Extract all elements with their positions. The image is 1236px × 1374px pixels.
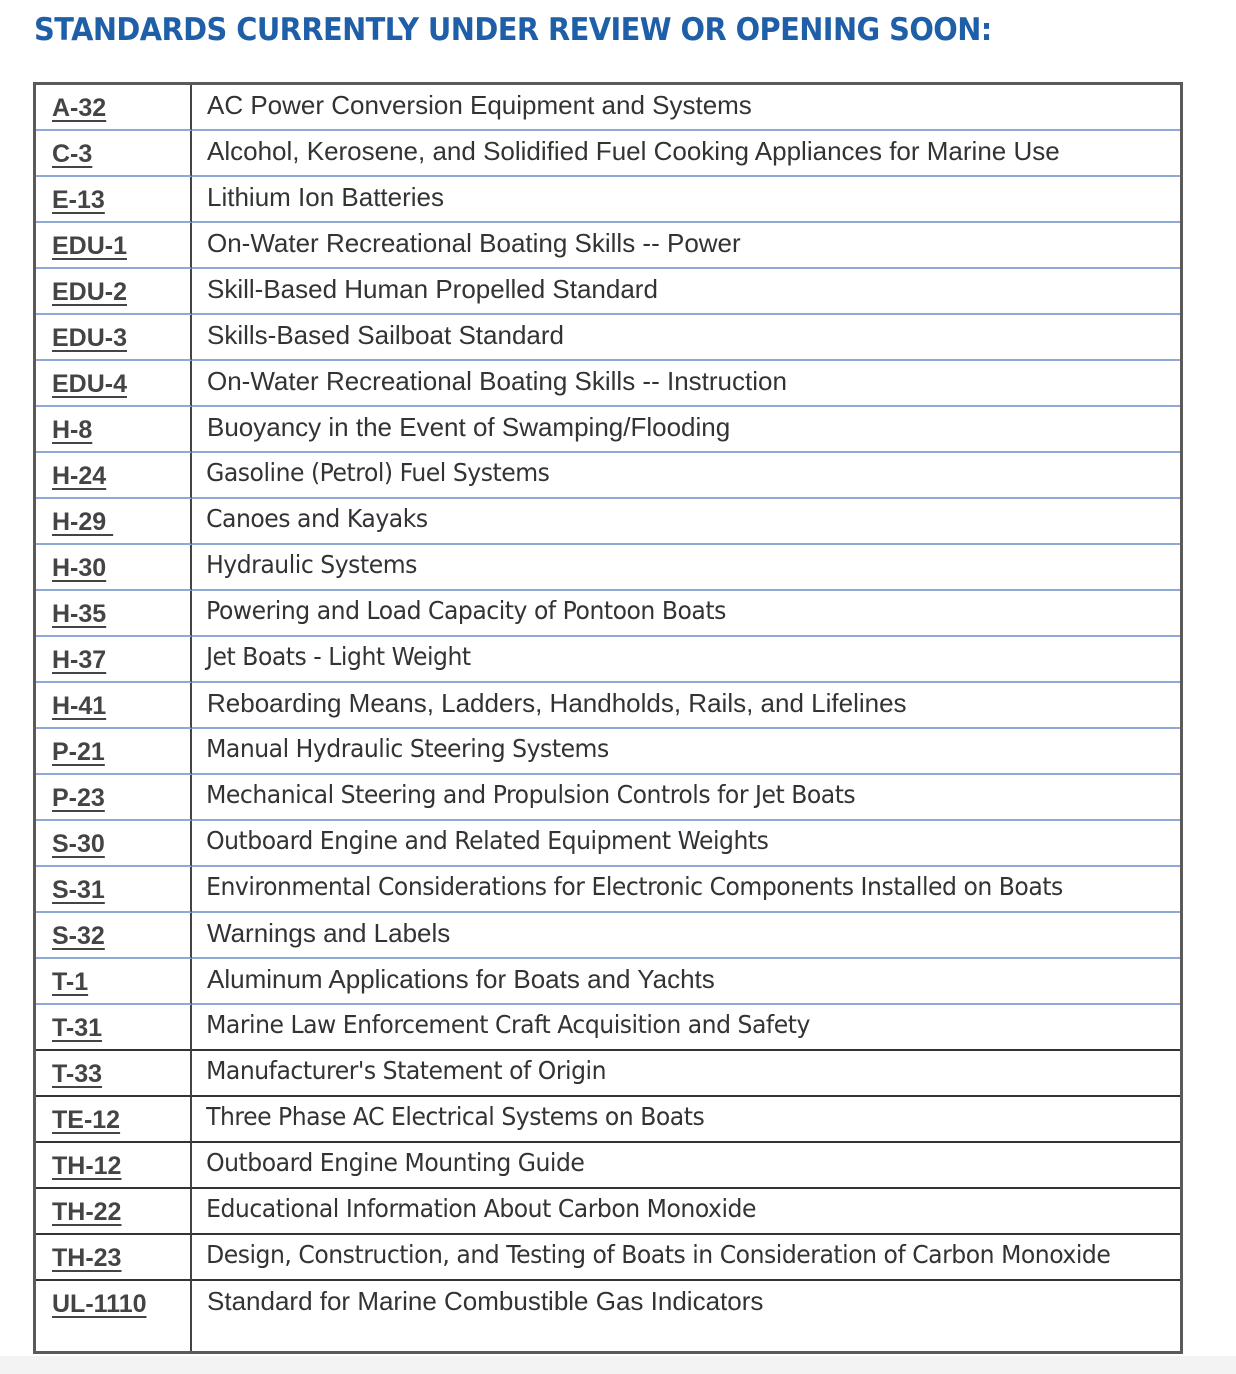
standard-code-link[interactable]: H-41 bbox=[52, 692, 107, 720]
table-row bbox=[36, 315, 1180, 361]
standard-title-cell bbox=[192, 85, 1180, 131]
table-row bbox=[36, 959, 1180, 1005]
standard-title: Design, Construction, and Testing of Boats in Consideration of Carbon Monoxide bbox=[206, 1240, 1111, 1269]
table-row bbox=[36, 1281, 1180, 1351]
table-row bbox=[36, 499, 1180, 545]
standard-title-cell bbox=[192, 407, 1180, 453]
standard-code-link[interactable]: H-30 bbox=[52, 554, 107, 582]
standard-code-cell bbox=[36, 407, 192, 453]
standard-title-cell bbox=[192, 683, 1180, 729]
table-row bbox=[36, 1051, 1180, 1097]
standard-code-cell bbox=[36, 821, 192, 867]
standard-title-cell bbox=[192, 959, 1180, 1005]
standard-code-link[interactable]: A-32 bbox=[52, 94, 107, 122]
table-row bbox=[36, 729, 1180, 775]
standard-title: Marine Law Enforcement Craft Acquisition and Safety bbox=[206, 1010, 810, 1039]
standard-code-link[interactable]: TH-12 bbox=[52, 1152, 122, 1180]
standard-code-link[interactable]: S-30 bbox=[52, 830, 105, 858]
standard-title-cell bbox=[192, 821, 1180, 867]
standard-code-cell bbox=[36, 1143, 192, 1189]
standard-title: Outboard Engine and Related Equipment Weights bbox=[206, 826, 769, 855]
standard-title: Manufacturer's Statement of Origin bbox=[206, 1056, 607, 1085]
standard-title: Warnings and Labels bbox=[207, 918, 451, 948]
standard-title: AC Power Conversion Equipment and Systems bbox=[207, 90, 752, 120]
standard-title: Skills-Based Sailboat Standard bbox=[207, 320, 564, 350]
standard-title-cell bbox=[192, 223, 1180, 269]
standard-code-cell bbox=[36, 959, 192, 1005]
standard-code-cell bbox=[36, 729, 192, 775]
standard-title: Outboard Engine Mounting Guide bbox=[206, 1148, 585, 1177]
standard-code-cell bbox=[36, 131, 192, 177]
standard-code-link[interactable]: EDU-3 bbox=[52, 324, 128, 352]
table-row bbox=[36, 177, 1180, 223]
standard-code-cell bbox=[36, 85, 192, 131]
standard-code-link[interactable]: P-21 bbox=[52, 738, 105, 766]
standard-title: Aluminum Applications for Boats and Yachts bbox=[207, 964, 715, 994]
standard-code-link[interactable]: EDU-1 bbox=[52, 232, 128, 260]
table-row bbox=[36, 821, 1180, 867]
standard-title-cell bbox=[192, 131, 1180, 177]
standard-code-link[interactable]: C-3 bbox=[52, 140, 93, 168]
standard-code-cell bbox=[36, 683, 192, 729]
standard-title-cell bbox=[192, 1097, 1180, 1143]
standard-title: Skill-Based Human Propelled Standard bbox=[207, 274, 658, 304]
standard-title-cell bbox=[192, 1051, 1180, 1097]
table-row bbox=[36, 223, 1180, 269]
standard-title: On-Water Recreational Boating Skills -- Instruction bbox=[207, 366, 787, 396]
standard-title: Alcohol, Kerosene, and Solidified Fuel Cooking Appliances for Marine Use bbox=[207, 136, 1060, 166]
table-row bbox=[36, 269, 1180, 315]
table-row bbox=[36, 867, 1180, 913]
table-row bbox=[36, 407, 1180, 453]
standards-table-body bbox=[36, 85, 1180, 1351]
table-row bbox=[36, 131, 1180, 177]
standard-code-cell bbox=[36, 637, 192, 683]
table-row bbox=[36, 913, 1180, 959]
standard-code-cell bbox=[36, 499, 192, 545]
standard-title-cell bbox=[192, 453, 1180, 499]
standard-title-cell bbox=[192, 545, 1180, 591]
table-row bbox=[36, 361, 1180, 407]
standard-title-cell bbox=[192, 269, 1180, 315]
standard-code-link[interactable]: H-35 bbox=[52, 600, 107, 628]
standard-code-cell bbox=[36, 1235, 192, 1281]
standard-code-link[interactable]: S-31 bbox=[52, 876, 105, 904]
standard-title: Reboarding Means, Ladders, Handholds, Rails, and Lifelines bbox=[207, 688, 907, 718]
table-row bbox=[36, 637, 1180, 683]
standard-code-cell bbox=[36, 177, 192, 223]
standard-title: Mechanical Steering and Propulsion Controls for Jet Boats bbox=[206, 780, 856, 809]
table-row bbox=[36, 775, 1180, 821]
standard-title-cell bbox=[192, 637, 1180, 683]
standard-title: Lithium Ion Batteries bbox=[207, 182, 445, 212]
standard-title-cell bbox=[192, 913, 1180, 959]
standard-title: Hydraulic Systems bbox=[206, 550, 417, 579]
standard-code-cell bbox=[36, 775, 192, 821]
standard-code-cell bbox=[36, 1189, 192, 1235]
standard-code-link[interactable]: P-23 bbox=[52, 784, 105, 812]
table-row bbox=[36, 1235, 1180, 1281]
standard-code-link[interactable]: EDU-4 bbox=[52, 370, 128, 398]
standard-code-cell bbox=[36, 545, 192, 591]
standard-title: Canoes and Kayaks bbox=[206, 504, 428, 533]
standard-title-cell bbox=[192, 361, 1180, 407]
standard-title-cell bbox=[192, 729, 1180, 775]
standard-code-link[interactable]: S-32 bbox=[52, 922, 105, 950]
standard-code-cell bbox=[36, 269, 192, 315]
standard-code-link[interactable]: EDU-2 bbox=[52, 278, 128, 306]
standard-code-cell bbox=[36, 1281, 192, 1351]
standard-code-link[interactable]: TH-23 bbox=[52, 1244, 122, 1272]
standard-code-cell bbox=[36, 453, 192, 499]
standard-title-cell bbox=[192, 177, 1180, 223]
standard-title-cell bbox=[192, 1189, 1180, 1235]
standard-title: Powering and Load Capacity of Pontoon Boats bbox=[206, 596, 726, 625]
table-row bbox=[36, 1005, 1180, 1051]
standard-code-link[interactable]: T-1 bbox=[52, 968, 89, 996]
standard-code-link[interactable]: TH-22 bbox=[52, 1198, 122, 1226]
standard-title-cell bbox=[192, 1235, 1180, 1281]
standard-title: Standard for Marine Combustible Gas Indicators bbox=[207, 1286, 764, 1316]
standard-title-cell bbox=[192, 867, 1180, 913]
standard-title: On-Water Recreational Boating Skills -- Power bbox=[207, 228, 741, 258]
standards-table bbox=[33, 82, 1183, 1354]
standard-title: Manual Hydraulic Steering Systems bbox=[206, 734, 609, 763]
standard-code-link[interactable]: T-33 bbox=[52, 1060, 103, 1088]
standard-title-cell bbox=[192, 499, 1180, 545]
page-heading: STANDARDS CURRENTLY UNDER REVIEW OR OPENING SOON: bbox=[34, 12, 992, 48]
standard-title-cell bbox=[192, 775, 1180, 821]
standard-title: Educational Information About Carbon Monoxide bbox=[206, 1194, 756, 1223]
standard-title: Three Phase AC Electrical Systems on Boats bbox=[206, 1102, 705, 1131]
standard-code-cell bbox=[36, 867, 192, 913]
standard-title: Buoyancy in the Event of Swamping/Flooding bbox=[207, 412, 731, 442]
standard-code-cell bbox=[36, 223, 192, 269]
table-row bbox=[36, 545, 1180, 591]
page-bottom-strip bbox=[0, 1356, 1236, 1374]
table-row bbox=[36, 683, 1180, 729]
standard-code-cell bbox=[36, 591, 192, 637]
standard-title: Jet Boats - Light Weight bbox=[206, 642, 471, 671]
standard-code-cell bbox=[36, 361, 192, 407]
table-row bbox=[36, 453, 1180, 499]
standard-title-cell bbox=[192, 591, 1180, 637]
standard-code-link[interactable]: H-24 bbox=[52, 462, 107, 490]
table-row bbox=[36, 1189, 1180, 1235]
table-row bbox=[36, 1143, 1180, 1189]
table-row bbox=[36, 85, 1180, 131]
table-row bbox=[36, 591, 1180, 637]
standard-title-cell bbox=[192, 1281, 1180, 1351]
standard-code-link[interactable]: H-37 bbox=[52, 646, 107, 674]
standard-code-cell bbox=[36, 1005, 192, 1051]
standard-title: Environmental Considerations for Electronic Components Installed on Boats bbox=[206, 872, 1063, 901]
standard-code-link[interactable]: TE-12 bbox=[52, 1106, 121, 1134]
standard-code-cell bbox=[36, 913, 192, 959]
standard-code-cell bbox=[36, 315, 192, 361]
standard-code-link[interactable]: E-13 bbox=[52, 186, 105, 214]
standard-code-link[interactable]: H-8 bbox=[52, 416, 93, 444]
standard-code-cell bbox=[36, 1097, 192, 1143]
table-row bbox=[36, 1097, 1180, 1143]
standard-title: Gasoline (Petrol) Fuel Systems bbox=[206, 458, 550, 487]
standard-code-link[interactable]: UL-1110 bbox=[52, 1290, 147, 1318]
standard-title-cell bbox=[192, 1005, 1180, 1051]
standard-code-link[interactable]: H-29 bbox=[52, 508, 114, 536]
standard-code-cell bbox=[36, 1051, 192, 1097]
standard-code-link[interactable]: T-31 bbox=[52, 1014, 103, 1042]
standard-title-cell bbox=[192, 315, 1180, 361]
standard-title-cell bbox=[192, 1143, 1180, 1189]
